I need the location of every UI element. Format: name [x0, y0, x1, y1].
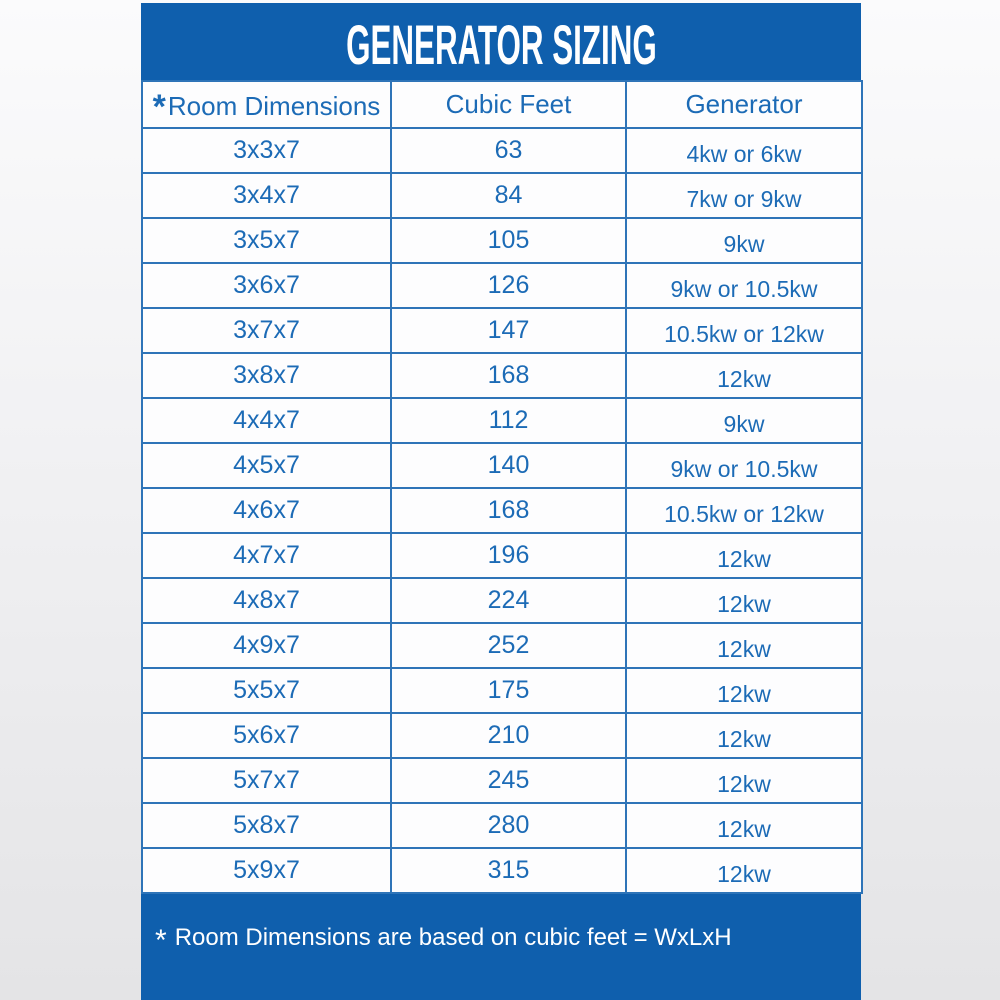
- cubic-feet-cell: 140: [391, 443, 626, 488]
- generator-cell: [626, 713, 862, 758]
- generator-value: 9kw or 10.5kw: [670, 276, 818, 302]
- generator-sizing-panel: [141, 3, 861, 1000]
- cubic-feet-cell: 224: [391, 578, 626, 623]
- generator-value: 12kw: [717, 861, 771, 887]
- cubic-feet-cell: 84: [391, 173, 626, 218]
- room-dimensions-cell: 5x5x7: [142, 668, 391, 713]
- room-dimensions-cell: 3x4x7: [142, 173, 391, 218]
- generator-value: 12kw: [717, 726, 771, 752]
- generator-cell: [626, 848, 862, 893]
- generator-cell: [626, 488, 862, 533]
- room-dimensions-cell: 5x7x7: [142, 758, 391, 803]
- generator-header: Generator: [626, 81, 862, 128]
- cubic-feet-cell: 168: [391, 488, 626, 533]
- table-row: [142, 398, 862, 443]
- room-dimensions-cell: 4x4x7: [142, 398, 391, 443]
- table-row: [142, 758, 862, 803]
- generator-value: 12kw: [717, 816, 771, 842]
- cubic-feet-cell: 175: [391, 668, 626, 713]
- cubic-feet-cell: 245: [391, 758, 626, 803]
- generator-value: 9kw or 10.5kw: [670, 456, 818, 482]
- table-row: [142, 128, 862, 173]
- footer-band: [141, 894, 861, 1000]
- room-dimensions-cell: 5x8x7: [142, 803, 391, 848]
- cubic-feet-cell: 315: [391, 848, 626, 893]
- generator-value: 12kw: [717, 636, 771, 662]
- generator-value: 12kw: [717, 681, 771, 707]
- cubic-feet-cell: 147: [391, 308, 626, 353]
- table-row: [142, 713, 862, 758]
- page-title: GENERATOR SIZING: [345, 13, 657, 76]
- title-band: [141, 3, 861, 80]
- cubic-feet-cell: 112: [391, 398, 626, 443]
- table-row: [142, 218, 862, 263]
- generator-cell: [626, 128, 862, 173]
- room-dimensions-cell: 4x8x7: [142, 578, 391, 623]
- table-row: [142, 443, 862, 488]
- table-body: [142, 128, 862, 893]
- generator-value: 12kw: [717, 546, 771, 572]
- table-row: [142, 848, 862, 893]
- generator-value: 10.5kw or 12kw: [664, 321, 824, 347]
- table-row: [142, 803, 862, 848]
- cubic-feet-header: Cubic Feet: [391, 81, 626, 128]
- generator-value: 9kw: [723, 231, 765, 257]
- cubic-feet-cell: 63: [391, 128, 626, 173]
- room-dimensions-cell: 5x6x7: [142, 713, 391, 758]
- generator-value: 10.5kw or 12kw: [664, 501, 824, 527]
- cubic-feet-cell: 196: [391, 533, 626, 578]
- room-dimensions-header-label: Room Dimensions: [167, 91, 381, 121]
- room-dimensions-cell: 4x5x7: [142, 443, 391, 488]
- generator-cell: [626, 668, 862, 713]
- generator-cell: [626, 803, 862, 848]
- table-row: [142, 173, 862, 218]
- room-dimensions-cell: 3x6x7: [142, 263, 391, 308]
- room-dimensions-cell: 4x7x7: [142, 533, 391, 578]
- room-dimensions-header: [142, 81, 391, 128]
- table-row: [142, 488, 862, 533]
- table-row: [142, 533, 862, 578]
- table-row: [142, 308, 862, 353]
- cubic-feet-cell: 168: [391, 353, 626, 398]
- room-dimensions-cell: 3x7x7: [142, 308, 391, 353]
- table-header: [142, 81, 862, 128]
- table-row: [142, 263, 862, 308]
- room-dimensions-cell: 3x3x7: [142, 128, 391, 173]
- generator-cell: [626, 353, 862, 398]
- asterisk-marker: *: [152, 88, 166, 126]
- room-dimensions-cell: 4x9x7: [142, 623, 391, 668]
- generator-value: 12kw: [717, 771, 771, 797]
- room-dimensions-cell: 3x8x7: [142, 353, 391, 398]
- cubic-feet-cell: 126: [391, 263, 626, 308]
- cubic-feet-cell: 210: [391, 713, 626, 758]
- cubic-feet-cell: 105: [391, 218, 626, 263]
- generator-sizing-table: [141, 80, 863, 894]
- generator-cell: [626, 308, 862, 353]
- generator-cell: [626, 623, 862, 668]
- footnote-text: Room Dimensions are based on cubic feet = WxLxH: [174, 924, 732, 951]
- table-row: [142, 668, 862, 713]
- generator-value: 9kw: [723, 411, 765, 437]
- room-dimensions-cell: 4x6x7: [142, 488, 391, 533]
- table-row: [142, 623, 862, 668]
- generator-cell: [626, 398, 862, 443]
- generator-cell: [626, 173, 862, 218]
- cubic-feet-cell: 252: [391, 623, 626, 668]
- generator-cell: [626, 218, 862, 263]
- cubic-feet-cell: 280: [391, 803, 626, 848]
- generator-value: 12kw: [717, 366, 771, 392]
- generator-cell: [626, 578, 862, 623]
- footnote: * Room Dimensions are based on cubic feet = WxLxH: [155, 924, 732, 957]
- header-row: [142, 81, 862, 128]
- generator-cell: [626, 758, 862, 803]
- room-dimensions-cell: 5x9x7: [142, 848, 391, 893]
- table-row: [142, 353, 862, 398]
- generator-value: 7kw or 9kw: [686, 186, 802, 212]
- room-dimensions-cell: 3x5x7: [142, 218, 391, 263]
- generator-cell: [626, 533, 862, 578]
- generator-cell: [626, 263, 862, 308]
- generator-value: 12kw: [717, 591, 771, 617]
- table-row: [142, 578, 862, 623]
- generator-cell: [626, 443, 862, 488]
- generator-value: 4kw or 6kw: [686, 141, 802, 167]
